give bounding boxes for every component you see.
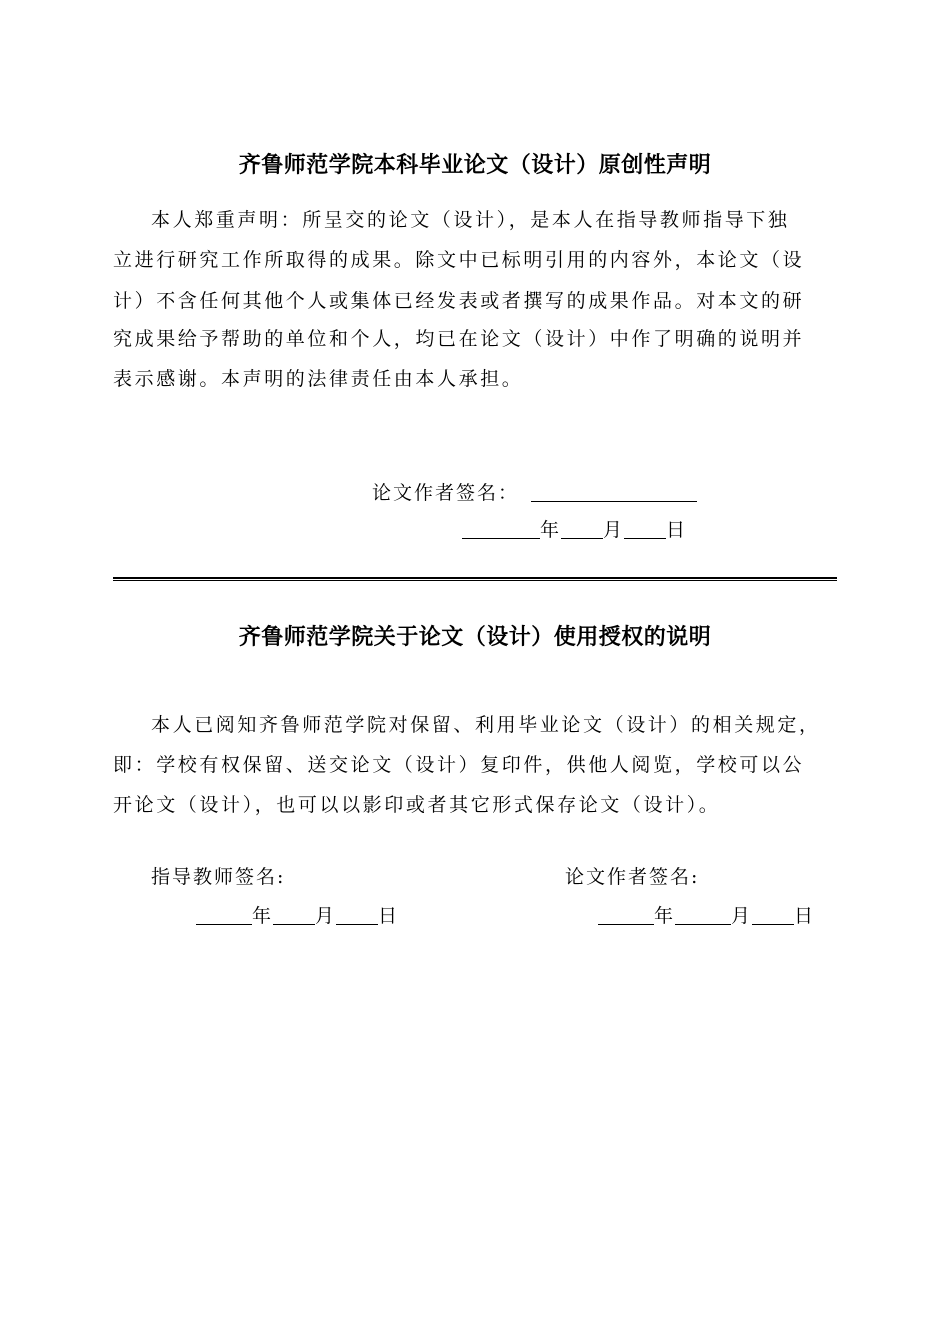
authorization-line-3: 开论文（设计），也可以以影印或者其它形式保存论文（设计）。 <box>113 794 721 816</box>
advisor-year-label: 年 <box>252 905 274 927</box>
originality-line-3: 计）不含任何其他个人或集体已经发表或者撰写的成果作品。对本文的研 <box>113 290 805 312</box>
advisor-day-label: 日 <box>378 905 400 927</box>
year-blank[interactable] <box>462 520 540 539</box>
authorization-line-2: 即：学校有权保留、送交论文（设计）复印件，供他人阅览，学校可以公 <box>113 754 805 776</box>
advisor-month-label: 月 <box>315 905 337 927</box>
originality-line-5: 表示感谢。本声明的法律责任由本人承担。 <box>113 368 524 390</box>
authorization-line-1: 本人已阅知齐鲁师范学院对保留、利用毕业论文（设计）的相关规定， <box>151 714 821 736</box>
author-day-label: 日 <box>794 905 816 927</box>
author-date <box>598 901 815 928</box>
advisor-signature-label: 指导教师签名: <box>151 866 286 888</box>
authorization-title: 齐鲁师范学院关于论文（设计）使用授权的说明 <box>238 625 712 650</box>
day-blank[interactable] <box>624 520 666 539</box>
author-signature-line[interactable] <box>531 483 697 502</box>
section-divider <box>113 577 837 581</box>
originality-line-4: 究成果给予帮助的单位和个人，均已在论文（设计）中作了明确的说明并 <box>113 328 805 350</box>
originality-line-1: 本人郑重声明：所呈交的论文（设计），是本人在指导教师指导下独 <box>151 209 790 231</box>
month-blank[interactable] <box>561 520 603 539</box>
originality-title: 齐鲁师范学院本科毕业论文（设计）原创性声明 <box>238 153 712 178</box>
author-year-blank[interactable] <box>598 906 654 925</box>
advisor-year-blank[interactable] <box>196 906 252 925</box>
day-label: 日 <box>666 519 688 541</box>
originality-date <box>462 515 687 542</box>
author-signature-label-2: 论文作者签名: <box>565 866 700 888</box>
author-month-label: 月 <box>731 905 753 927</box>
author-signature-label: 论文作者签名： <box>372 482 520 504</box>
advisor-month-blank[interactable] <box>273 906 315 925</box>
advisor-date <box>196 901 399 928</box>
advisor-day-blank[interactable] <box>336 906 378 925</box>
author-year-label: 年 <box>654 905 676 927</box>
month-label: 月 <box>603 519 625 541</box>
author-month-blank[interactable] <box>675 906 731 925</box>
originality-line-2: 立进行研究工作所取得的成果。除文中已标明引用的内容外，本论文（设 <box>113 249 805 271</box>
author-signature-field[interactable] <box>372 478 697 505</box>
author-day-blank[interactable] <box>752 906 794 925</box>
year-label: 年 <box>540 519 562 541</box>
